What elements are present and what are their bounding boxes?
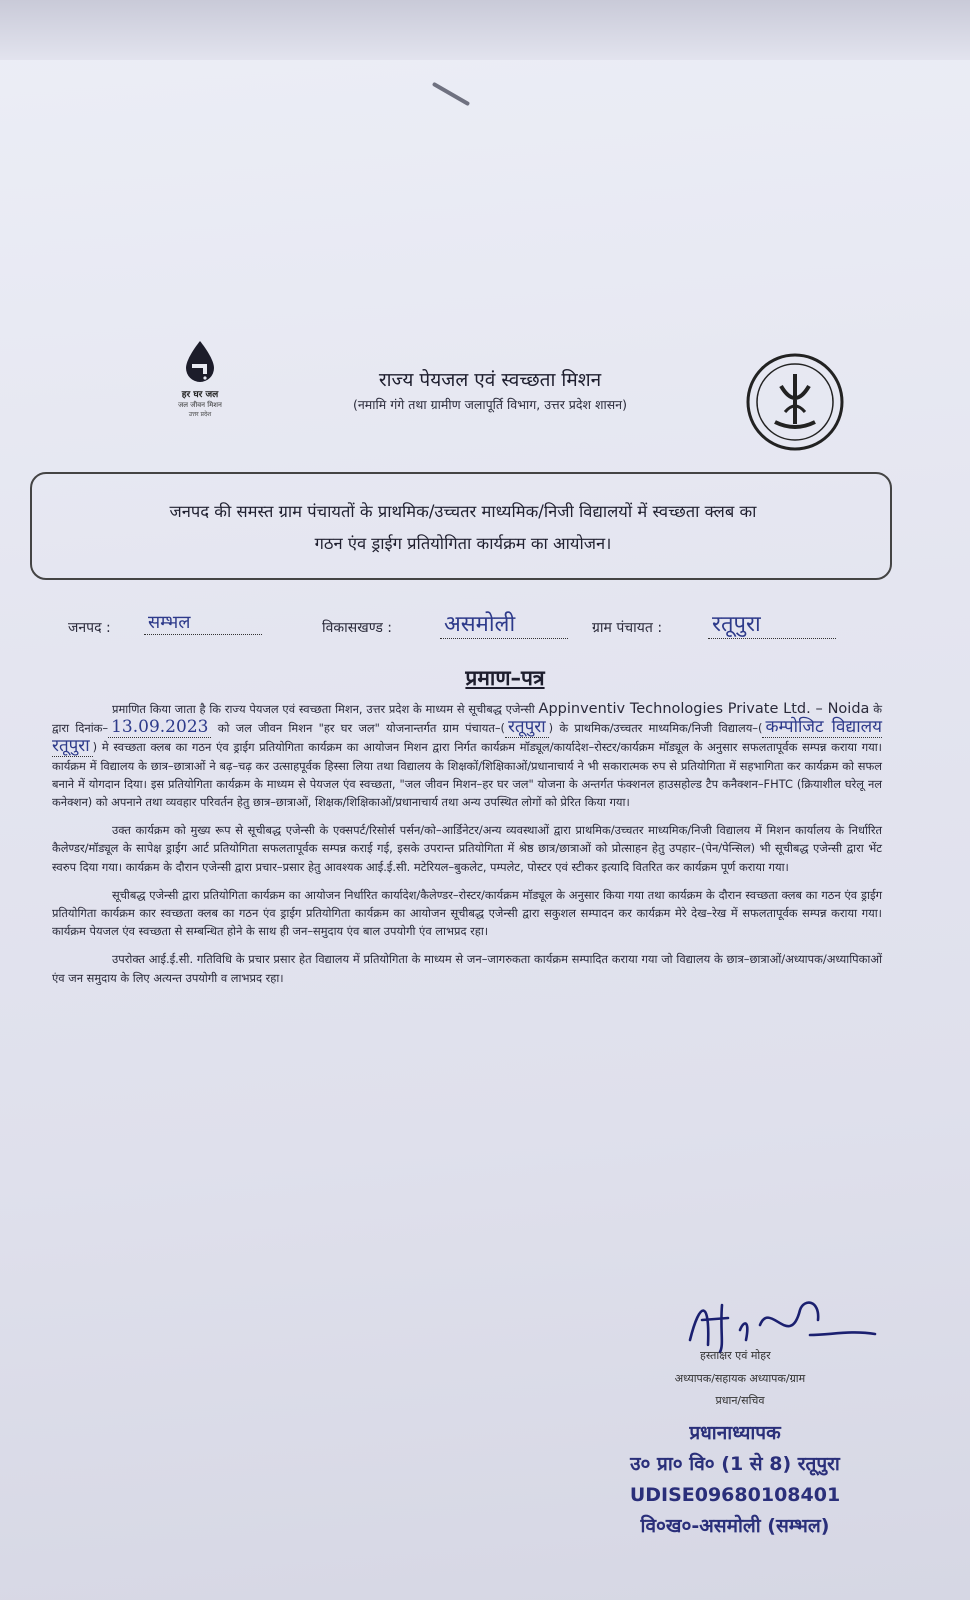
water-drop-icon — [183, 340, 217, 384]
logo-caption-mission: जल जीवन मिशन — [178, 401, 222, 409]
paper-fold-shadow — [0, 0, 970, 60]
agency-name: Appinventiv Technologies Private Ltd. – Noida — [538, 701, 870, 717]
letterhead — [150, 330, 860, 450]
paragraph-3: सूचीबद्ध एजेन्सी द्वारा प्रतियोगिता कार्यक्रम का आयोजन निर्धारित कार्यादेश/कैलेण्डर–रोस्टर/कार्यक्रम मॉड्यूल के अनुसार किया गया तथा कार्यक्रम के दौरान स्वच्छता क्लब का गठन एंव ड्राईग प्रतियोगिता कार्यक्रम कार स्वच्छता क्लब का गठन एंव ड्राईग प्रतियोगिता कार्यक्रम का आयोजन सूचीबद्ध एजेन्सी द्वारा सकुशल सम्पादन कर कार्यक्रम मेरे देख–रेख में सफलतापूर्वक सम्पन्न कराया गया। कार्यक्रम पेयजल एंव स्वच्छता से सम्बन्धित होने के साथ ही जन–समुदाय एंव बाल उपयोगी एंव लाभप्रद रहा। — [52, 887, 882, 939]
certificate-body — [52, 700, 882, 997]
logo-caption-state: उत्तर प्रदेश — [188, 411, 212, 418]
p1-intro: प्रमाणित किया जाता है कि राज्य पेयजल एवं स्वच्छता मिशन, उत्तर प्रदेश के माध्यम से सूचीबद्ध एजेन्सी — [112, 702, 535, 716]
gram-panchayat-label: ग्राम पंचायत : — [592, 620, 663, 636]
vikaskhand-label: विकासखण्ड : — [322, 620, 393, 636]
gram-panchayat-inline: रतूपुरा — [505, 717, 549, 738]
subject-line-1: जनपद की समस्त ग्राम पंचायतों के प्राथमिक/उच्चतर माध्यमिक/निजी विद्यालयों में स्वच्छता क्लब का — [169, 502, 757, 521]
location-fields — [68, 612, 908, 652]
p1-school-label: ) के प्राथमिक/उच्चतर माध्यमिक/निजी विद्यालय–( — [548, 721, 763, 736]
program-date: 13.09.2023 — [108, 717, 211, 738]
p1-scheme-text: को जल जीवन मिशन "हर घर जल" योजनान्तर्गत ग्राम पंचायत–( — [217, 721, 505, 736]
signatory-role-1: अध्यापक/सहायक अध्यापक/ग्राम — [674, 1372, 806, 1385]
signature-block — [560, 1280, 920, 1580]
janpad-value: सम्भल — [144, 610, 262, 635]
paragraph-4: उपरोक्त आई.ई.सी. गतिविधि के प्रचार प्रसार हेत विद्यालय में प्रतियोगिता के माध्यम से जन–जागरुकता कार्यक्रम सम्पादित कराया गया जो विद्यालय के छात्र–छात्राओं/अध्यापक/अध्यापिकाओं एंव जन समुदाय के लिए अत्यन्त उपयोगी व लाभप्रद रहा। — [52, 952, 882, 985]
subject-line-2: गठन एंव ड्राईग प्रतियोगिता कार्यक्रम का आयोजन। — [314, 534, 612, 553]
subject-box — [30, 472, 892, 580]
janpad-label: जनपद : — [68, 620, 111, 636]
stamp-block: वि०ख०-असमोली (सम्भल) — [640, 1515, 830, 1537]
org-title: राज्य पेयजल एवं स्वच्छता मिशन — [378, 369, 602, 391]
stamp-school: उ० प्रा० वि० (1 से 8) रतूपुरा — [630, 1453, 840, 1475]
staple-mark — [432, 82, 470, 106]
logo-caption: हर घर जल — [181, 390, 219, 400]
school-name: कम्पोजिट विद्यालय रतूपुरा — [52, 717, 882, 757]
gram-panchayat-value: रतूपुरा — [708, 608, 836, 639]
signatory-role-2: प्रधान/सचिव — [715, 1394, 765, 1407]
signatory-roles — [620, 1368, 860, 1412]
p1-body: ) मे स्वच्छता क्लब का गठन एंव ड्राईग प्रतियोगिता कार्यक्रम का आयोजन मिशन द्वारा निर्गत कार्यक्रम मॉड्यूल/कार्यादेश–रोस्टर/कार्यक्रम मॉड्यूल के अनुसार सफलतापूर्वक सम्पन्न कराया गया। कार्यक्रम में विद्यालय के छात्र–छात्राओं ने बढ़–चढ़ कर उत्साहपूर्वक हिस्सा लिया तथा विद्यालय के शिक्षकों/शिक्षिकाओं/प्रधानाचार्य ने भी सकारात्मक रुप से प्रतियोगिता में सहभागिता कर कार्यक्रम को सफल बनाने में योगदान दिया। इस प्रतियोगिता कार्यक्रम के माध्यम से पेयजल एंव स्वच्छता, "जल जीवन मिशन–हर घर जल" योजना के अन्तर्गत फंक्शनल हाउसहोल्ड टैप कनैक्शन–FHTC (क्रियाशील घरेलू नल कनेक्शन) को अपनाने तथा व्यवहार परिवर्तन हेतु छात्र–छात्राओं, शिक्षक/शिक्षिकाओं/प्रधानाचार्य तथा अन्य उपस्थित लोगों को प्रेरित किया गया। — [52, 740, 882, 810]
stamp-title: प्रधानाध्यापक — [689, 1422, 781, 1444]
up-government-seal-icon — [745, 352, 845, 452]
p1-date-label: के द्वारा दिनांक– — [52, 702, 882, 736]
org-subtitle: (नमामि गंगे तथा ग्रामीण जलापूर्ति विभाग, उत्तर प्रदेश शासन) — [352, 397, 627, 412]
headmaster-stamp — [580, 1418, 890, 1542]
certificate-title: प्रमाण–पत्र — [465, 666, 545, 690]
paragraph-2: उक्त कार्यक्रम को मुख्य रूप से सूचीबद्ध एजेन्सी के एक्सपर्ट/रिसोर्स पर्सन/को–आर्डिनेटर/अन्य व्यवस्थाओं द्वारा प्राथमिक/उच्चतर माध्यमिक/निजी विद्यालय में मिशन कार्यालय के निर्धारित कैलेण्डर/मॉड्यूल के सापेक्ष ड्राईग आर्ट प्रतियोगिता सफलतापूर्वक सम्पन्न कराई गई, इसके उपरान्त प्रतियोगिता में श्रेष्ठ छात्र/छात्राओं को प्रोत्साहन हेतु उपहार–(पेन/पेन्सिल) भी सूचीबद्ध एजेन्सी द्वारा भेंट स्वरुप दिया गया। कार्यक्रम के दौरान एजेन्सी द्वारा प्रचार–प्रसार हेतु आवश्यक आई.ई.सी. मटेरियल–बुकलेट, पम्पलेट, पोस्टर एवं स्टीकर इत्यादि वितरित कर कार्यक्रम पूर्ण कराया गया। — [52, 823, 882, 874]
subject-text — [50, 496, 876, 560]
vikaskhand-value: असमोली — [440, 608, 568, 639]
stamp-udise: UDISE09680108401 — [629, 1484, 841, 1506]
paragraph-1 — [52, 700, 882, 811]
signature-label: हस्ताक्षर एवं मोहर — [700, 1349, 771, 1362]
har-ghar-jal-logo — [165, 340, 235, 440]
